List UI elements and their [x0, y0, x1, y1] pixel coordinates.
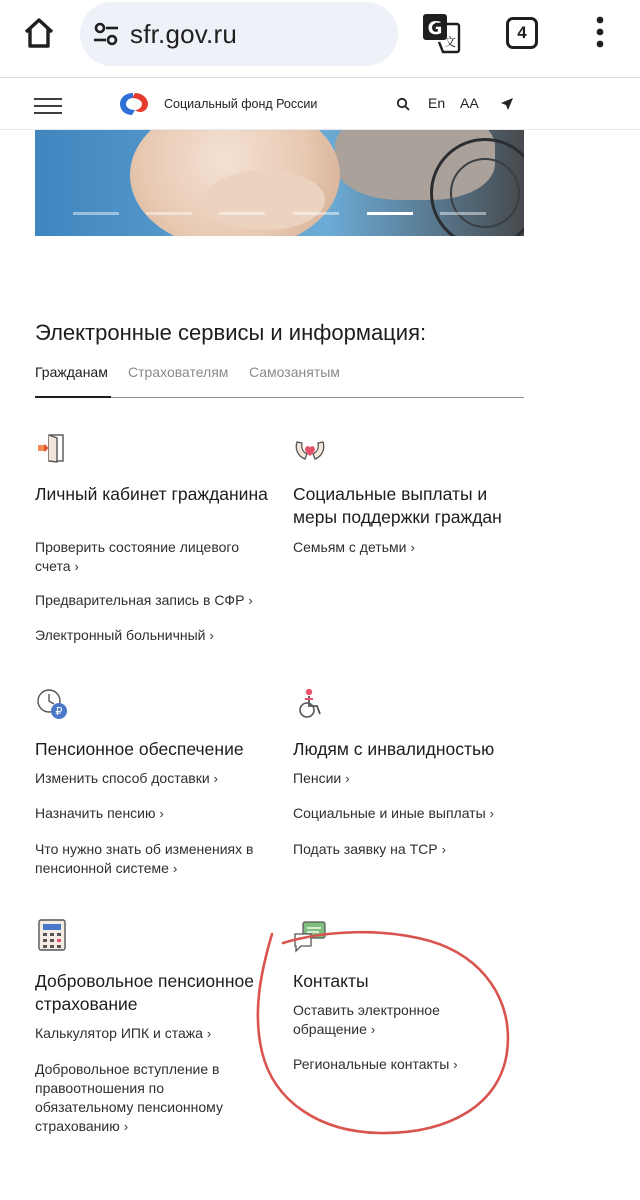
link-change-delivery[interactable] [35, 769, 270, 788]
url-text[interactable]: sfr.gov.ru [130, 19, 238, 49]
chevron-right-icon: › [441, 842, 446, 857]
svg-text:文: 文 [443, 35, 457, 49]
hero-banner-image[interactable] [35, 130, 524, 236]
chevron-right-icon: › [159, 806, 164, 821]
card-title-contacts[interactable]: Контакты [293, 971, 369, 991]
link-label[interactable]: Социальные и иные выплаты [293, 805, 486, 821]
exit-door-icon [35, 432, 69, 466]
link-families-children[interactable] [293, 538, 528, 557]
card-title-personal-account[interactable]: Личный кабинет гражданина [35, 484, 268, 504]
card-title-voluntary-insurance[interactable]: Добровольное пенсионное страхование [35, 971, 254, 1014]
link-label[interactable]: Что нужно знать об изменениях в пенсионной системе [35, 841, 254, 876]
chevron-right-icon: › [206, 1026, 212, 1041]
link-voluntary-entry[interactable] [35, 1060, 240, 1136]
link-label[interactable]: Семьям с детьми [293, 539, 407, 555]
link-regional-contacts[interactable] [293, 1055, 528, 1074]
chevron-right-icon: › [410, 540, 415, 555]
card-title-disability[interactable]: Людям с инвалидностью [293, 739, 495, 759]
chevron-right-icon: › [248, 593, 253, 608]
tab-insurers[interactable]: Страхователям [128, 364, 229, 380]
chevron-right-icon: › [172, 861, 178, 876]
link-label[interactable]: Изменить способ доставки [35, 770, 210, 786]
link-label[interactable]: Предварительная запись в СФР [35, 592, 245, 608]
link-label[interactable]: Электронный больничный [35, 627, 206, 643]
chevron-right-icon: › [489, 806, 495, 821]
wheelchair-icon [293, 687, 327, 721]
link-electronic-appeal[interactable] [293, 1001, 463, 1039]
hands-heart-icon [293, 432, 327, 466]
chevron-right-icon: › [209, 628, 214, 643]
banner-wheelchair-wheel-inner [450, 158, 520, 228]
more-vert-icon[interactable] [590, 14, 610, 50]
site-name[interactable]: Социальный фонд России [164, 97, 318, 111]
link-sick-leave[interactable] [35, 626, 270, 645]
site-settings-icon[interactable] [92, 20, 120, 48]
link-label[interactable]: Региональные контакты [293, 1056, 450, 1072]
link-label[interactable]: Оставить электронное обращение [293, 1002, 440, 1037]
section-title: Электронные сервисы и информация: [35, 320, 427, 345]
link-label[interactable]: Назначить пенсию [35, 805, 156, 821]
link-social-payments[interactable] [293, 804, 528, 823]
chevron-right-icon: › [453, 1057, 458, 1072]
svg-text:₽: ₽ [55, 705, 63, 718]
chevron-right-icon: › [213, 771, 218, 786]
link-label[interactable]: Калькулятор ИПК и стажа [35, 1025, 203, 1041]
link-appointment[interactable] [35, 591, 270, 610]
active-tab-underline [35, 396, 111, 398]
carousel-dot[interactable] [146, 212, 192, 215]
clock-ruble-icon [35, 687, 69, 721]
link-pension-changes[interactable] [35, 840, 267, 878]
link-label[interactable]: Добровольное вступление в правоотношения по обязательному пенсионному страхованию [35, 1061, 223, 1134]
carousel-dot[interactable] [219, 212, 265, 215]
chevron-right-icon: › [345, 771, 350, 786]
search-icon[interactable] [396, 97, 410, 111]
card-title-social-payments[interactable]: Социальные выплаты и меры поддержки граждан [293, 484, 502, 527]
link-tsr-application[interactable] [293, 840, 528, 859]
link-label[interactable]: Пенсии [293, 770, 342, 786]
browser-toolbar [0, 0, 640, 78]
site-header [0, 80, 640, 130]
home-icon[interactable] [20, 14, 58, 52]
link-label[interactable]: Подать заявку на ТСР [293, 841, 438, 857]
address-bar[interactable] [80, 2, 398, 66]
translate-icon[interactable] [421, 12, 461, 54]
carousel-dot[interactable] [73, 212, 119, 215]
link-label[interactable]: Проверить состояние лицевого счета [35, 539, 239, 574]
card-title-pensions[interactable]: Пенсионное обеспечение [35, 739, 244, 759]
location-arrow-icon[interactable] [500, 97, 514, 111]
tab-citizens[interactable]: Гражданам [35, 364, 108, 380]
language-switch-button[interactable]: En [428, 95, 446, 111]
carousel-indicators [35, 212, 524, 216]
sfr-logo-icon[interactable] [118, 90, 150, 118]
link-check-account[interactable] [35, 538, 270, 576]
svg-text:G: G [427, 18, 443, 39]
tab-switcher-button[interactable]: 4 [506, 17, 538, 49]
menu-icon[interactable] [34, 98, 62, 114]
carousel-dot-active[interactable] [367, 212, 413, 215]
carousel-dot[interactable] [293, 212, 339, 215]
chat-bubbles-icon [293, 920, 327, 954]
link-disability-pensions[interactable] [293, 769, 528, 788]
link-ipk-calculator[interactable] [35, 1024, 270, 1043]
font-size-button[interactable]: AA [460, 95, 479, 111]
chevron-right-icon: › [123, 1119, 129, 1134]
link-assign-pension[interactable] [35, 804, 270, 823]
calculator-icon [35, 918, 69, 952]
banner-figure-arm [205, 170, 325, 230]
chevron-right-icon: › [370, 1022, 376, 1037]
carousel-dot[interactable] [440, 212, 486, 215]
tab-self-employed[interactable]: Самозанятым [249, 364, 340, 380]
chevron-right-icon: › [74, 559, 79, 574]
